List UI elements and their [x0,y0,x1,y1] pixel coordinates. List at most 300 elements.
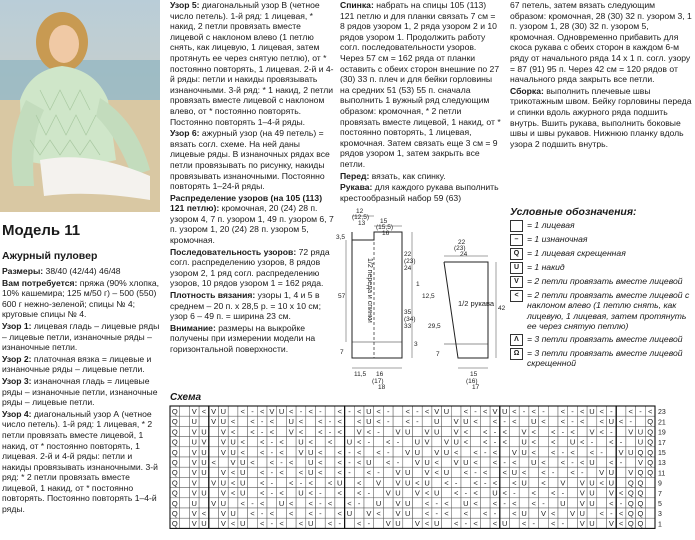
chart-symbol: Q [647,427,654,437]
legend-item: Λ = 3 петли провязать вместе лицевой [510,334,693,346]
chart-symbol: < [424,498,430,508]
section-front: Перед: вязать, как спинку. [340,170,446,181]
chart-symbol: - [619,458,623,467]
chart-symbol: - [357,498,361,508]
chart-cell [422,447,432,457]
chart-symbol: U [307,447,314,457]
chart-cell [548,457,558,467]
chart-symbol: < [259,447,265,457]
chart-symbol: Q [171,458,178,467]
chart-symbol: V [637,458,643,467]
chart-cell [325,467,335,477]
model-photo [0,0,160,212]
chart-cell [548,498,558,508]
dim-label: (23) [404,258,416,265]
chart-symbol: < [609,458,614,467]
chart-symbol: V [211,478,217,488]
chart-symbol: U [434,427,440,437]
chart-symbol: < [541,458,546,467]
chart-symbol: < [337,509,342,518]
chart-symbol: U [278,498,285,508]
chart-symbol: U [492,488,498,498]
legend-title: Условные обозначения: [510,206,637,218]
chart-symbol: < [541,468,546,478]
chart-cell [616,426,626,436]
chart-cell [277,426,287,436]
chart-symbol: U [240,468,246,478]
chart-cell [539,426,549,436]
chart-symbol: < [589,447,595,457]
section-attention: Внимание: размеры на выкройке получены при измерении модели на горизонтальной поверхности. [170,322,316,354]
chart-symbol: U [288,417,294,427]
dim-label: 35 [404,309,412,316]
dim-label: 57 [338,293,346,300]
chart-symbol: - [396,437,400,447]
section-gauge: Плотность вязания: узоры 1, 4 и 5 в среднем – 20 п. x 28,5 р. = 10 x 10 см; узор 6 – 49 п. = ширина 23 см. [170,290,321,322]
chart-symbol: - [464,488,468,498]
chart-cell [510,426,520,436]
chart-symbol: U [404,468,411,478]
chart-symbol: - [561,488,565,498]
chart-cell [442,416,452,426]
chart-symbol: V [405,447,411,457]
chart-symbol: - [503,498,506,508]
chart-symbol: Q [171,488,178,498]
chart-symbol: - [464,519,468,529]
chart-symbol: U [366,407,372,416]
chart-symbol: - [435,509,438,518]
chart-symbol: < [560,458,566,467]
chart-symbol: < [230,427,236,437]
dim-label: 22 [404,251,412,258]
chart-cell [597,518,607,528]
dim-label: 42 [498,305,506,312]
chart-cell [442,457,452,467]
pattern-schematic [336,206,508,391]
chart-cell [626,457,636,467]
chart-symbol: V [220,437,226,447]
chart-symbol: V [599,468,605,478]
dim-label: (16) [466,378,478,385]
chart-cell [519,457,529,467]
chart-symbol: V [589,427,595,437]
chart-cell [558,437,568,447]
chart-cell [228,406,238,416]
schema-title: Схема [170,392,202,403]
dim-label: 1 [416,281,420,288]
chart-cell [180,498,190,508]
instructions-column-3 [340,0,502,204]
chart-symbol: Q [637,509,644,518]
chart-symbol: < [580,458,585,467]
chart-symbol: < [483,437,488,447]
legend [510,220,693,370]
chart-symbol: V [220,468,226,478]
chart-symbol: < [424,407,430,416]
chart-symbol: < [308,509,313,518]
chart-cell [490,467,500,477]
chart-symbol: < [376,447,381,457]
chart-symbol: < [356,407,362,416]
chart-cell [442,426,452,436]
chart-symbol: < [541,417,546,427]
chart-cell [413,498,423,508]
chart-symbol: - [367,519,371,529]
dim-label: 13 [358,220,366,227]
chart-cell [238,426,248,436]
chart-cell [442,488,452,498]
chart-symbol: V [356,427,362,437]
section-pattern-4: Узор 4: диагональный узор А (четное число петель). 1-й ряд: 1 лицевая, * 2 петли провязать вместе лицевой, 1 накид, от * постоянно повторять, 1 лицевая. 2-й и 4-й ряды: петли и накиды провязывать изнаночными. 3-й ряд: * 2 петли провязать вместе лицевой, 1 накид, от * постоянно повторять. Постоянно повторять 1–4-й ряды. [2,408,158,515]
chart-cell [461,477,471,487]
chart-cell [209,426,219,436]
chart-symbol: < [327,437,333,447]
chart-cell [568,488,578,498]
chart-symbol: < [473,498,478,508]
chart-cell [616,406,626,416]
chart-symbol: U [589,407,595,416]
chart-symbol: U [443,447,450,457]
legend-item: Ω = 3 петли провязать вместе лицевой скрещенной [510,348,693,369]
chart-symbol: - [561,447,565,457]
chart-cell [413,467,423,477]
dim-label: 3,5 [336,234,346,241]
chart-symbol: Q [171,509,178,518]
chart-symbol: < [259,478,265,488]
chart-symbol: < [550,437,556,447]
chart-cell [325,488,335,498]
chart-cell [480,518,490,528]
chart-symbol: V [395,498,401,508]
chart-symbol: < [356,458,362,467]
chart-symbol: < [230,478,236,488]
chart-symbol: - [474,468,477,478]
chart-symbol: U [201,488,207,498]
chart-symbol: Q [647,447,654,457]
chart-symbol: < [531,498,536,508]
chart-symbol: - [435,498,438,508]
chart-symbol: - [348,458,351,467]
chart-cell [277,416,287,426]
instructions-column-4 [510,0,693,150]
chart-symbol: < [201,509,207,518]
chart-symbol: V [191,478,197,488]
chart-symbol: U [366,458,372,467]
chart-symbol: - [377,468,380,478]
chart-cell [607,447,617,457]
chart-cell [587,467,597,477]
chart-symbol: < [298,468,304,478]
chart-symbol: - [270,437,274,447]
chart-symbol: < [259,498,265,508]
chart-symbol: < [318,468,323,478]
chart-symbol: < [483,509,488,518]
chart-cell [393,406,403,416]
legend-item: U = 1 накид [510,262,693,274]
chart-cell [345,518,355,528]
chart-cell [199,416,209,426]
chart-symbol: Q [647,458,654,467]
model-subtitle: Ажурный пуловер [2,250,98,262]
chart-symbol: U [424,458,430,467]
chart-symbol: < [308,498,313,508]
chart-cell [248,488,258,498]
chart-symbol: U [589,458,595,467]
chart-symbol: Q [647,417,654,427]
chart-cell [209,467,219,477]
chart-symbol: V [521,427,527,437]
chart-symbol: U [501,519,508,529]
section-pattern-6: Узор 6: ажурный узор (на 49 петель) = вязать согл. схеме. На ней даны лицевые ряды. В изнаночных рядах все петли провязывать по рисунку, накиды провязывать изнаночными. Постоянно повторять 1–24-й ряды. [170,128,330,192]
chart-symbol: < [453,519,459,529]
chart-symbol: V [579,478,585,488]
chart-symbol: U [230,437,236,447]
chart-symbol: - [454,478,458,488]
chart-symbol: - [629,417,632,427]
chart-cell [180,406,190,416]
chart-symbol: < [531,488,536,498]
chart-cell [480,488,490,498]
chart-cell [374,518,384,528]
chart-symbol: U [434,519,440,529]
chart-symbol: < [502,437,507,447]
chart-cell [519,416,529,426]
chart-symbol: U [201,468,207,478]
chart-symbol: < [618,488,624,498]
chart-cell [325,457,335,467]
chart-symbol: < [240,447,245,457]
chart-cell [500,477,510,487]
model-title: Модель 11 [2,222,81,239]
chart-symbol: V [453,458,459,467]
chart-symbol: - [532,519,535,529]
chart-symbol: U [501,407,508,416]
chart-symbol: < [599,478,604,488]
chart-cell [296,498,306,508]
chart-symbol: < [250,458,255,467]
chart-symbol: V [220,488,226,498]
chart-symbol: - [377,427,380,437]
dim-label: 12,5 [422,293,435,300]
chart-symbol: V [220,427,226,437]
chart-symbol: < [550,447,556,457]
dim-label: 16 [382,230,390,237]
chart-cell [199,498,209,508]
chart-symbol: - [610,427,613,437]
chart-symbol: V [191,509,197,518]
chart-symbol: U [414,447,421,457]
chart-symbol: V [618,447,624,457]
chart-symbol: U [589,519,595,529]
chart-cell [286,467,296,477]
chart-symbol: Q [171,478,178,488]
chart-symbol: U [240,458,246,467]
chart-cell [209,508,219,518]
section-assembly: Сборка: выполнить плечевые швы трикотажным швом. Бейку горловины переда и спинки вдоль ажурного ряда подшить внутрь. Вшить рукава, выполнить боковые швы и швы рукавов. Нижнюю планку вдоль узора 2 подшить внутрь. [510,85,692,149]
chart-symbol: U [443,407,450,416]
chart-symbol: - [319,407,322,416]
chart-cell [180,426,190,436]
chart-cell [209,447,219,457]
chart-cell [480,498,490,508]
chart-cell [403,457,413,467]
chart-cell [345,426,355,436]
chart-symbol: < [618,417,624,427]
chart-symbol: < [473,447,478,457]
chart-symbol: V [191,427,197,437]
chart-symbol: V [191,519,197,529]
chart-symbol: Q [627,478,634,488]
chart-cell [393,447,403,457]
chart-symbol: - [522,407,526,416]
chart-symbol: Q [637,478,644,488]
chart-cell [510,518,520,528]
dim-label: (15,5) [376,224,393,231]
chart-cell [180,508,190,518]
chart-symbol: U [307,458,314,467]
chart-symbol: - [600,447,603,457]
chart-cell [180,488,190,498]
chart-symbol: V [211,417,217,427]
section-sleeves: Рукава: для каждого рукава выполнить крестообразный набор 59 (63) [340,182,499,203]
chart-cell [451,467,461,477]
chart-symbol: < [599,407,604,416]
chart-symbol: < [298,427,304,437]
chart-symbol: - [590,437,594,447]
chart-symbol: - [416,417,419,427]
chart-symbol: V [220,509,226,518]
chart-symbol: < [327,478,333,488]
chart-symbol: U [240,488,246,498]
chart-cell [180,437,190,447]
chart-cell [335,498,345,508]
chart-cell [345,416,355,426]
chart-cell [451,498,461,508]
chart-symbol: U [453,437,459,447]
chart-symbol: < [289,498,294,508]
chart-row-number: 19 [658,429,666,437]
chart-symbol: < [570,427,575,437]
chart-symbol: < [560,407,566,416]
chart-symbol: V [560,478,566,488]
chart-symbol: - [619,498,623,508]
chart-cell [383,508,393,518]
chart-cell [422,416,432,426]
chart-symbol: U [608,478,615,488]
chart-symbol: < [473,478,478,488]
chart-symbol: - [493,509,497,518]
chart-symbol: V [395,468,401,478]
chart-symbol: < [279,468,284,478]
chart-symbol: < [318,458,323,467]
chart-symbol: < [279,447,284,457]
chart-cell [413,508,423,518]
chart-symbol: < [521,468,527,478]
chart-symbol: - [348,447,351,457]
dim-label: 7 [436,351,440,358]
chart-cell [374,488,384,498]
chart-cell [383,498,393,508]
chart-symbol: U [307,519,314,529]
chart-symbol: < [289,478,294,488]
chart-symbol: < [327,519,333,529]
chart-symbol: < [434,458,439,467]
chart-cell [519,488,529,498]
section-distribution: Распределение узоров (на 105 (113) 121 петлю): кромочная, 20 (24) 28 п. узором 4, 7 п. узором 1, 49 п. узором 6, 7 п. узором 1, 20 (24) 28 п. узором 5, кромочная. [170,192,334,246]
chart-symbol: < [463,468,469,478]
chart-cell [286,447,296,457]
chart-symbol: - [270,447,274,457]
chart-cell [539,518,549,528]
chart-symbol: < [599,509,604,518]
chart-symbol: < [580,417,585,427]
chart-symbol: < [463,407,469,416]
section-sequence: Последовательность узоров: 72 ряда согл. распределению узоров, 8 рядов узором 2, 1 ряд согл. распределению узоров, 10 рядов узором 1 = 162 ряда. [170,246,330,289]
chart-symbol: V [608,488,614,498]
chart-cell [480,457,490,467]
chart-symbol: < [444,498,449,508]
chart-symbol: U [201,427,207,437]
dim-label: 33 [404,323,412,330]
chart-symbol: < [473,519,478,529]
chart-cell [286,518,296,528]
chart-symbol: U [395,488,401,498]
chart-symbol: - [387,407,390,416]
legend-item: Q = 1 лицевая скрещенная [510,248,693,260]
chart-symbol: - [639,407,642,416]
chart-symbol: < [337,488,342,498]
chart-symbol: V [608,519,614,529]
dim-label: 15 [470,371,478,378]
chart-symbol: U [589,488,595,498]
chart-cell [180,467,190,477]
chart-symbol: < [618,519,624,529]
chart-symbol: < [453,488,459,498]
chart-symbol: U [201,447,207,457]
chart-cell [180,416,190,426]
chart-symbol: U [201,519,207,529]
chart-symbol: V [453,417,459,427]
chart-cell [645,488,655,498]
chart-symbol: < [502,488,507,498]
chart-symbol: V [376,478,382,488]
chart-symbol: U [424,478,430,488]
chart-symbol: U [240,478,246,488]
chart-symbol: - [503,417,506,427]
chart-symbol: < [230,417,236,427]
chart-symbol: V [453,427,459,437]
chart-row-number: 3 [658,511,662,519]
chart-symbol: < [415,478,420,488]
chart-symbol: - [542,407,545,416]
chart-cell [500,447,510,457]
chart-cell [325,447,335,457]
chart-symbol: < [230,468,236,478]
chart-symbol: < [570,447,575,457]
chart-symbol: - [319,509,322,518]
chart-symbol: < [318,417,323,427]
chart-cell [587,508,597,518]
chart-cell [451,508,461,518]
chart-symbol: < [531,447,536,457]
chart-cell [597,488,607,498]
chart-symbol: V [191,468,197,478]
dim-label: 7 [340,349,344,356]
chart-symbol: < [424,488,430,498]
chart-cell [354,508,364,518]
chart-row-number: 11 [658,470,666,478]
chart-symbol: < [531,437,536,447]
